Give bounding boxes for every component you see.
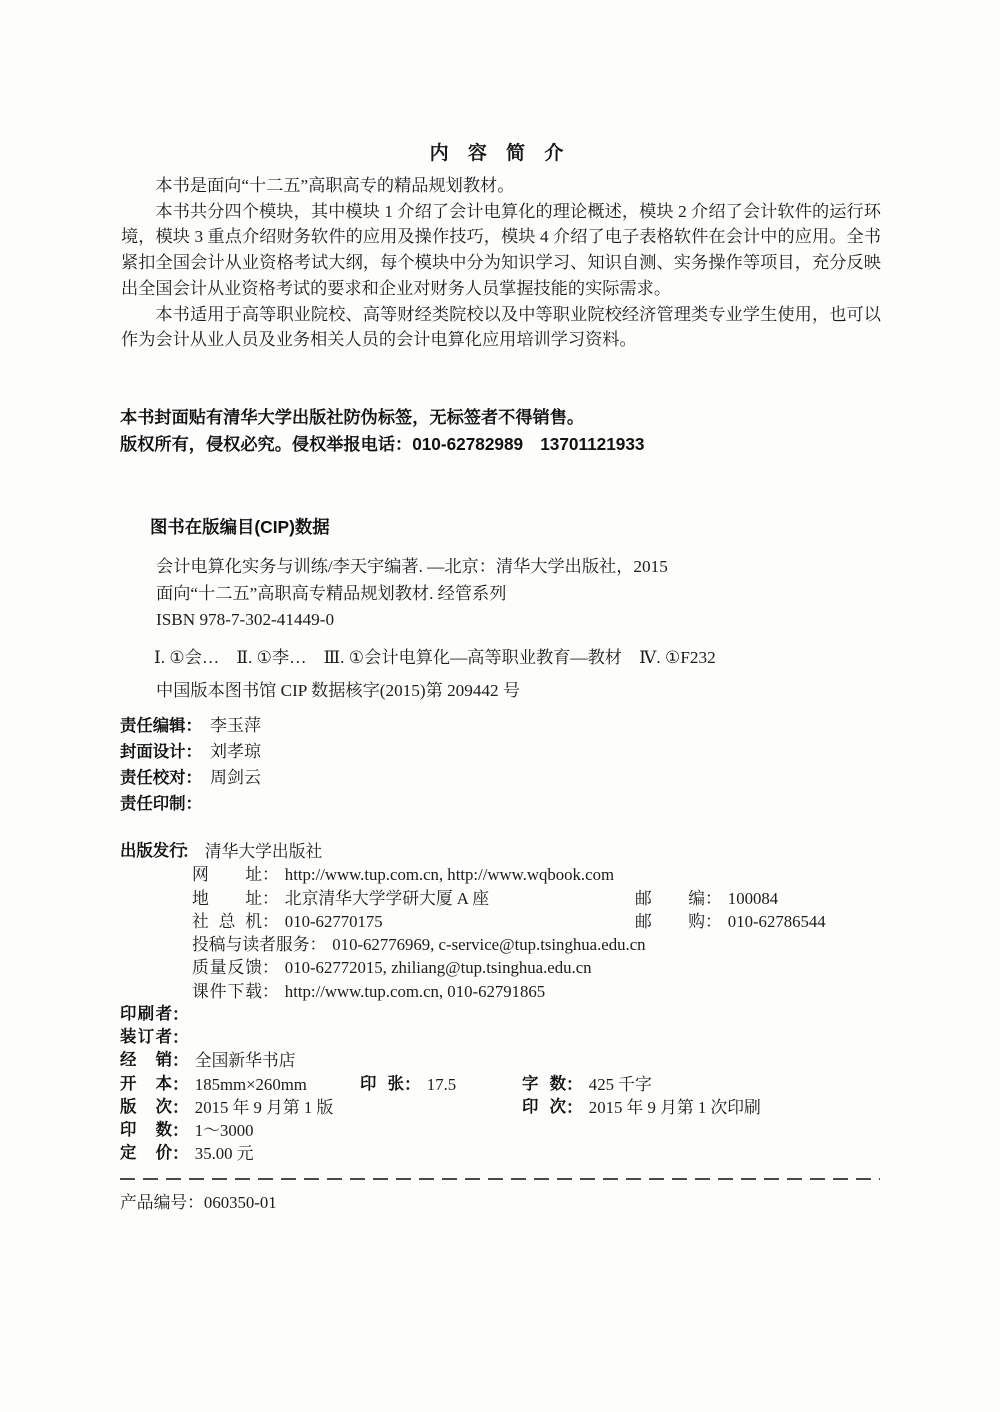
credit-label: 封面设计： bbox=[120, 743, 202, 761]
publisher-label: 出版发行 bbox=[120, 842, 186, 860]
detail-value: http://www.tup.com.cn, 010-62791865 bbox=[284, 981, 546, 1001]
cip-record-number: 中国版本图书馆 CIP 数据核字(2015)第 209442 号 bbox=[156, 680, 521, 700]
print-label: 经销 bbox=[120, 1051, 172, 1070]
print-label: 装订者 bbox=[120, 1028, 172, 1046]
credit-value: 李玉萍 bbox=[209, 716, 261, 735]
colon: ： bbox=[566, 1097, 583, 1117]
detail-label: 网址 bbox=[192, 865, 262, 885]
colon: ： bbox=[172, 1028, 189, 1047]
credit-value: 刘孝琼 bbox=[209, 742, 261, 761]
detail-label: 地址 bbox=[192, 888, 262, 908]
dashed-divider bbox=[120, 1178, 880, 1180]
publisher-block bbox=[120, 840, 888, 1166]
credit-row bbox=[120, 713, 261, 739]
publisher-row bbox=[120, 840, 888, 863]
publisher-name: 清华大学出版社 bbox=[204, 842, 323, 861]
detail-value: 010-62770175 bbox=[284, 911, 383, 931]
colon: ： bbox=[566, 1074, 583, 1094]
print-value: 全国新华书店 bbox=[194, 1051, 296, 1071]
colon: ： bbox=[262, 888, 279, 908]
notice-line: 本书封面贴有清华大学出版社防伪标签，无标签者不得销售。 bbox=[120, 407, 585, 427]
detail-value: 100084 bbox=[727, 888, 779, 908]
colon: ： bbox=[172, 1144, 189, 1164]
print-label: 定价 bbox=[120, 1144, 172, 1163]
colon: ： bbox=[262, 911, 279, 931]
print-label: 印数 bbox=[120, 1121, 172, 1139]
product-code-line bbox=[120, 1191, 277, 1215]
print-value: 2015 年 9 月第 1 版 bbox=[194, 1097, 334, 1117]
detail-label: 社总机 bbox=[192, 911, 262, 931]
print-info-row bbox=[120, 1142, 888, 1165]
detail-value: 010-62772015, zhiliang@tup.tsinghua.edu.cn bbox=[284, 958, 592, 978]
publisher-detail-row bbox=[192, 910, 888, 933]
detail-label: 投稿与读者服务 bbox=[192, 935, 310, 954]
detail-label: 邮购 bbox=[635, 911, 705, 931]
print-value: 2015 年 9 月第 1 次印刷 bbox=[588, 1097, 761, 1117]
product-code-label: 产品编号： bbox=[120, 1193, 204, 1212]
cip-block bbox=[150, 513, 890, 704]
print-label: 版次 bbox=[120, 1097, 172, 1116]
print-value: 17.5 bbox=[426, 1074, 457, 1094]
colon: ： bbox=[262, 865, 279, 885]
print-value: 185mm×260mm bbox=[194, 1074, 307, 1094]
cip-heading: 图书在版编目(CIP)数据 bbox=[150, 517, 330, 537]
publisher-detail-row bbox=[192, 887, 888, 910]
intro-paragraph: 本书适用于高等职业院校、高等财经类院校以及中等职业院校经济管理类专业学生使用，也可以作为会计从业人员及业务相关人员的会计电算化应用培训学习资料。 bbox=[121, 304, 881, 350]
intro-paragraph: 本书共分四个模块，其中模块 1 介绍了会计电算化的理论概述，模块 2 介绍了会计软件的运行环境，模块 3 重点介绍财务软件的应用及操作技巧，模块 4 介绍了电子表格软件在会计中的应用。全书紧扣全国会计从业资格考试大纲，每个模块中分为知识学习、知识自测、实务操作等项目，充分反映出全国会计从业资格考试的要求和企业对财务人员掌握技能的实际需求。 bbox=[121, 201, 881, 298]
colon: ： bbox=[262, 981, 279, 1001]
cip-title-line: 会计电算化实务与训练/李天宇编著. —北京：清华大学出版社，2015 bbox=[156, 557, 668, 576]
print-value: 35.00 元 bbox=[194, 1144, 254, 1164]
credit-value: 周剑云 bbox=[209, 768, 261, 787]
colon: ： bbox=[262, 958, 279, 978]
publisher-detail-row bbox=[192, 956, 888, 979]
cip-description bbox=[156, 554, 890, 634]
publisher-detail-row bbox=[192, 980, 888, 1003]
colon: ： bbox=[182, 842, 199, 861]
print-label: 印次 bbox=[522, 1097, 566, 1116]
credit-row bbox=[120, 791, 261, 817]
colon: ： bbox=[705, 888, 722, 908]
impression-cell bbox=[522, 1096, 761, 1119]
print-label: 印刷者 bbox=[120, 1004, 172, 1023]
credit-label: 责任印制： bbox=[120, 795, 202, 813]
credit-row bbox=[120, 765, 261, 791]
credits-block bbox=[120, 713, 261, 817]
detail-value: 北京清华大学学研大厦 A 座 bbox=[284, 888, 489, 908]
print-info-row bbox=[120, 1096, 888, 1119]
intro-paragraph: 本书是面向“十二五”高职高专的精品规划教材。 bbox=[155, 176, 515, 195]
credit-label: 责任校对： bbox=[120, 769, 202, 787]
print-label: 印张 bbox=[360, 1074, 404, 1093]
colon: ： bbox=[172, 1004, 189, 1024]
colon: ： bbox=[172, 1121, 189, 1140]
cip-series-line: 面向“十二五”高职高专精品规划教材. 经管系列 bbox=[156, 583, 507, 603]
mail-order-cell bbox=[635, 910, 826, 933]
print-info-row bbox=[120, 1073, 888, 1096]
publisher-detail-row bbox=[192, 933, 888, 956]
print-info-row bbox=[120, 1003, 888, 1026]
detail-label: 邮编 bbox=[635, 888, 705, 908]
detail-label: 课件下载 bbox=[192, 981, 262, 1001]
detail-value: 010-62776969, c-service@tup.tsinghua.edu.cn bbox=[332, 935, 646, 954]
cip-classification: Ⅰ. ①会… Ⅱ. ①李… Ⅲ. ①会计电算化—高等职业教育—教材 Ⅳ. ①F232 bbox=[154, 647, 716, 667]
colon: ： bbox=[172, 1074, 189, 1094]
notice-line: 版权所有，侵权必究。侵权举报电话：010-62782989 13701121933 bbox=[120, 434, 645, 454]
wordcount-cell bbox=[522, 1073, 652, 1096]
anti-piracy-notice bbox=[120, 404, 890, 458]
colon: ： bbox=[705, 911, 722, 931]
colon: ： bbox=[309, 935, 327, 954]
intro-heading: 内 容 简 介 bbox=[429, 143, 571, 164]
sheets-cell bbox=[360, 1073, 456, 1096]
print-value: 1～3000 bbox=[194, 1121, 254, 1140]
print-value: 425 千字 bbox=[588, 1074, 652, 1094]
print-info-row bbox=[120, 1049, 888, 1072]
print-label: 字数 bbox=[522, 1074, 566, 1093]
cip-isbn: ISBN 978-7-302-41449-0 bbox=[156, 610, 335, 630]
product-code-value: 060350-01 bbox=[203, 1193, 277, 1212]
zip-code-cell bbox=[635, 887, 778, 910]
colon: ： bbox=[172, 1051, 189, 1071]
detail-label: 质量反馈 bbox=[192, 958, 262, 978]
intro-body bbox=[121, 173, 881, 353]
publisher-detail-row bbox=[192, 863, 888, 886]
print-info-row bbox=[120, 1119, 888, 1142]
credit-label: 责任编辑： bbox=[120, 717, 202, 735]
print-info-row bbox=[120, 1026, 888, 1049]
colon: ： bbox=[172, 1097, 189, 1117]
colon: ： bbox=[404, 1074, 421, 1094]
detail-value: http://www.tup.com.cn, http://www.wqbook.com bbox=[284, 865, 615, 885]
print-label: 开本 bbox=[120, 1074, 172, 1093]
detail-value: 010-62786544 bbox=[727, 911, 826, 931]
credit-row bbox=[120, 739, 261, 765]
